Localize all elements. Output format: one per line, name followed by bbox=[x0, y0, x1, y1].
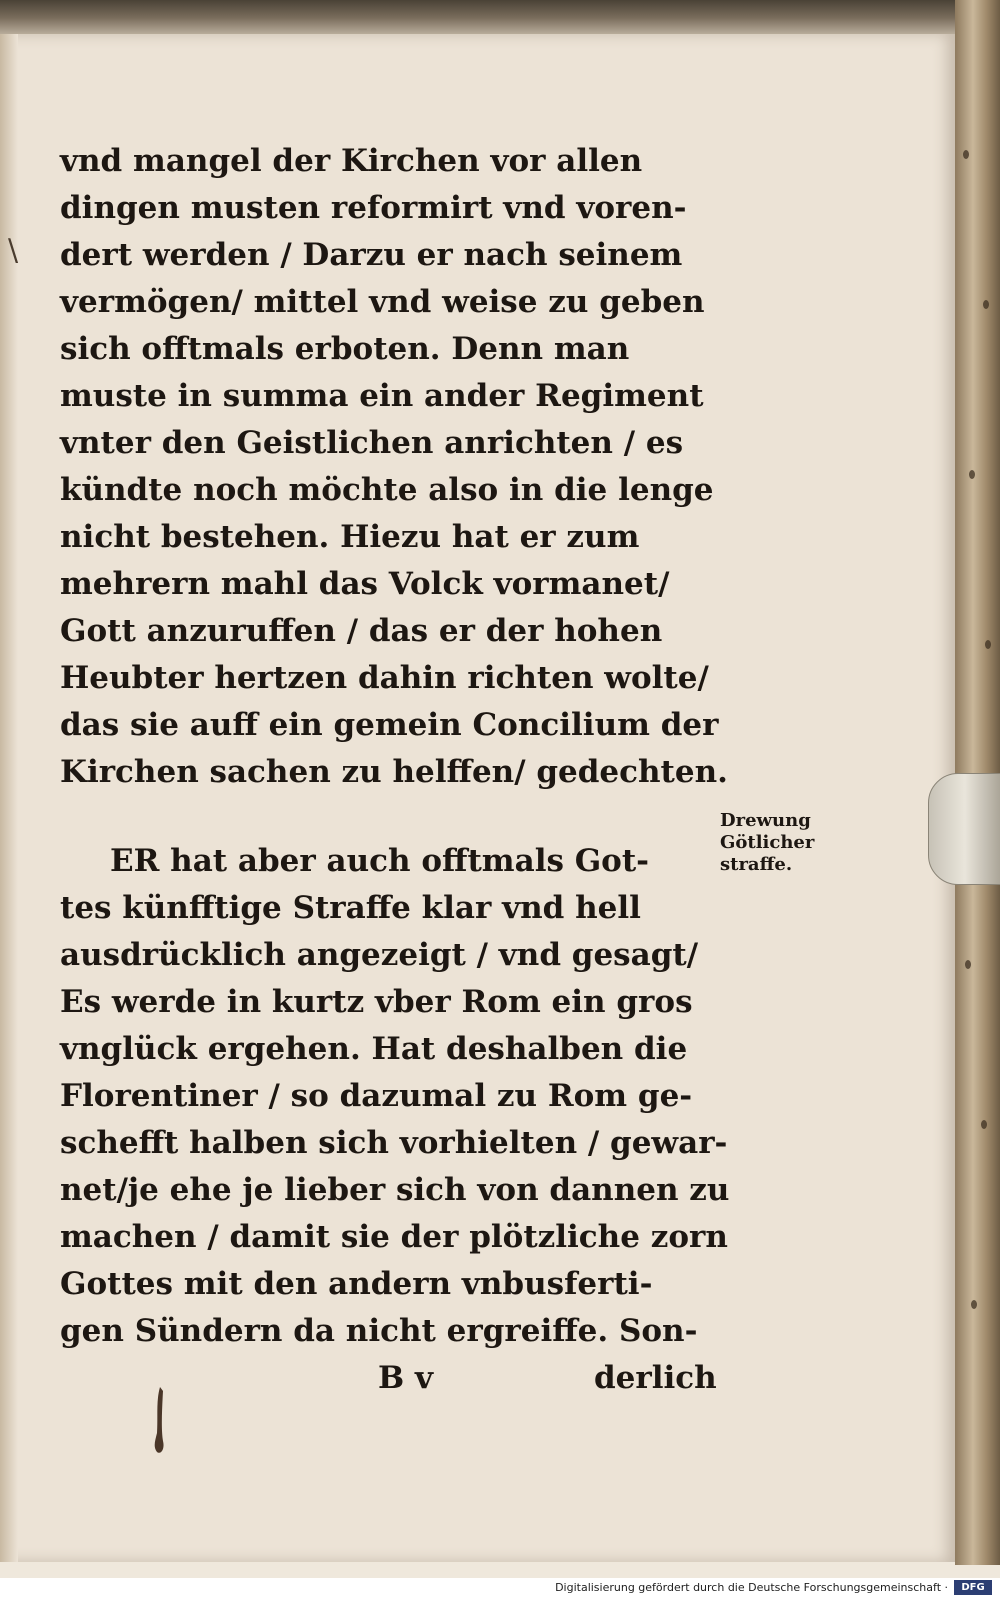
text-line: dingen musten reformirt vnd voren- bbox=[60, 190, 687, 226]
foxing-speck bbox=[965, 960, 971, 969]
text-line: vnd mangel der Kirchen vor allen bbox=[60, 143, 643, 179]
digitization-credit: Digitalisierung gefördert durch die Deutsche Forschungsgemeinschaft · bbox=[555, 1581, 948, 1594]
text-line: ausdrücklich angezeigt / vnd gesagt/ bbox=[60, 937, 699, 973]
text-line: kündte noch möchte also in die lenge bbox=[60, 472, 714, 508]
text-line: Gott anzuruffen / das er der hohen bbox=[60, 613, 663, 649]
text-line: mehrern mahl das Volck vormanet/ bbox=[60, 566, 670, 602]
foxing-speck bbox=[981, 1120, 987, 1129]
foxing-speck bbox=[969, 470, 975, 479]
text-line: muste in summa ein ander Regiment bbox=[60, 378, 704, 414]
dfg-logo-icon: DFG bbox=[954, 1580, 992, 1595]
text-line: dert werden / Darzu er nach seinem bbox=[60, 237, 683, 273]
margin-note bbox=[720, 810, 870, 876]
text-line: Kirchen sachen zu helffen/ gedechten. bbox=[60, 754, 728, 790]
text-line: nicht bestehen. Hiezu hat er zum bbox=[60, 519, 640, 555]
text-line: gen Sündern da nicht ergreiffe. Son- bbox=[60, 1313, 698, 1349]
text-line: Florentiner / so dazumal zu Rom ge- bbox=[60, 1078, 693, 1114]
margin-note-line: Drewung bbox=[720, 810, 811, 831]
text-line: ER hat aber auch offtmals Got- bbox=[110, 843, 650, 879]
text-line: Heubter hertzen dahin richten wolte/ bbox=[60, 660, 709, 696]
pencil-mark: \ bbox=[8, 233, 19, 268]
catchword: derlich bbox=[594, 1360, 717, 1396]
margin-note-line: Götlicher bbox=[720, 832, 815, 853]
foxing-speck bbox=[971, 1300, 977, 1309]
text-line: net/je ehe je lieber sich von dannen zu bbox=[60, 1172, 730, 1208]
clasp-icon bbox=[928, 773, 1000, 885]
text-line: schefft halben sich vorhielten / gewar- bbox=[60, 1125, 728, 1161]
text-line: Gottes mit den andern vnbusferti- bbox=[60, 1266, 653, 1302]
signature-mark: B v bbox=[378, 1360, 434, 1396]
text-line: machen / damit sie der plötzliche zorn bbox=[60, 1219, 728, 1255]
text-line: vnglück ergehen. Hat deshalben die bbox=[60, 1031, 688, 1067]
foxing-speck bbox=[985, 640, 991, 649]
text-line: Es werde in kurtz vber Rom ein gros bbox=[60, 984, 693, 1020]
text-line: tes künfftige Straffe klar vnd hell bbox=[60, 890, 641, 926]
text-line: vnter den Geistlichen anrichten / es bbox=[60, 425, 684, 461]
foxing-speck bbox=[963, 150, 969, 159]
foxing-speck bbox=[983, 300, 989, 309]
paragraph-2 bbox=[60, 838, 740, 1355]
text-line: das sie auff ein gemein Concilium der bbox=[60, 707, 719, 743]
main-text bbox=[60, 138, 740, 1402]
text-line: vermögen/ mittel vnd weise zu geben bbox=[60, 284, 705, 320]
ink-blot-mark-icon bbox=[150, 1385, 168, 1455]
paragraph-1 bbox=[60, 138, 740, 796]
margin-note-line: straffe. bbox=[720, 854, 793, 875]
text-line: sich offtmals erboten. Denn man bbox=[60, 331, 630, 367]
